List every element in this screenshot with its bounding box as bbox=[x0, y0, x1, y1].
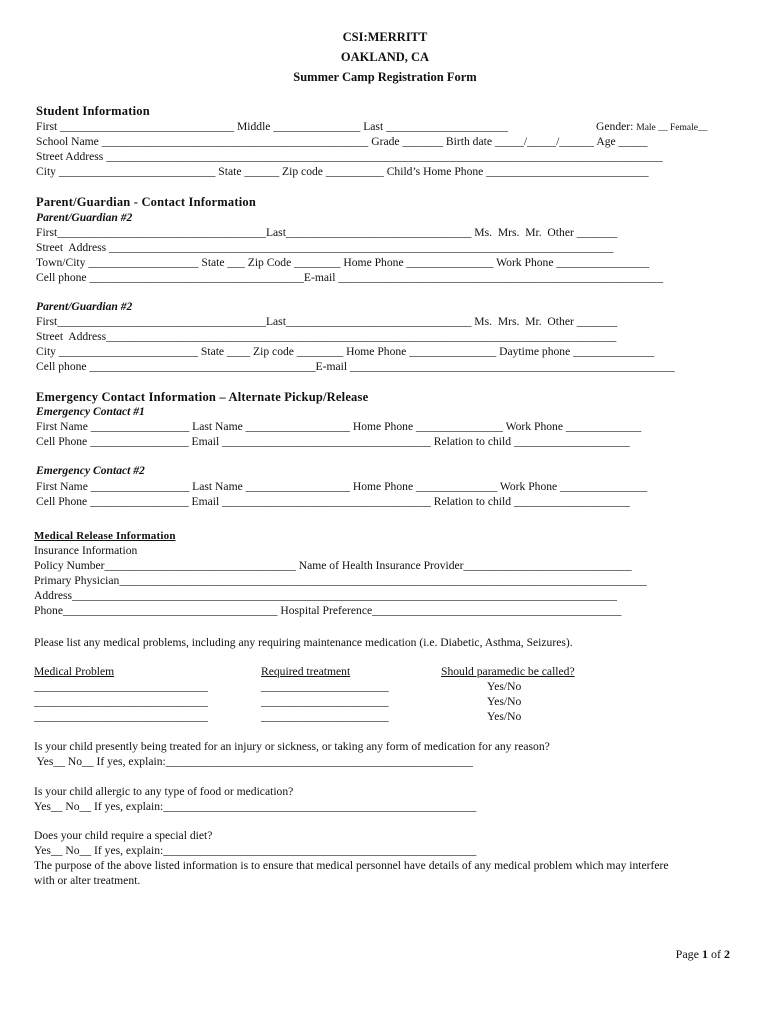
paramedic-yes-no-3[interactable]: Yes/No bbox=[487, 710, 522, 723]
question-allergy: Is your child allergic to any type of food or medication? bbox=[34, 785, 294, 798]
col-required-treatment: Required treatment bbox=[261, 665, 351, 678]
emergency1-subtitle: Emergency Contact #1 bbox=[36, 405, 145, 418]
gender-field[interactable] bbox=[596, 120, 707, 135]
policy-row[interactable]: Policy Number_________________________________ Name of Health Insurance Provider_____________________________ bbox=[34, 559, 632, 572]
answer-treatment[interactable]: Yes__ No__ If yes, explain:_____________________________________________________ bbox=[34, 755, 473, 768]
physician-row[interactable]: Primary Physician___________________________________________________________________________________________ bbox=[34, 574, 647, 587]
medical-list-prompt: Please list any medical problems, including any requiring maintenance medication (i.e. Diabetic, Asthma, Seizures). bbox=[34, 636, 573, 649]
guardian2-city-row[interactable]: City ________________________ State ____ Zip code ________ Home Phone _______________ Daytime phone ______________ bbox=[36, 345, 655, 358]
purpose-statement-line2: with or alter treatment. bbox=[34, 874, 141, 887]
form-title: Summer Camp Registration Form bbox=[293, 70, 477, 84]
guardian2-address-row[interactable]: Street Address________________________________________________________________________________________ bbox=[36, 330, 617, 343]
guardian1-city-row[interactable]: Town/City ___________________ State ___ Zip Code ________ Home Phone _______________ Work Phone ________________ bbox=[36, 256, 650, 269]
guardian1-address-row[interactable]: Street Address _______________________________________________________________________________________ bbox=[36, 241, 614, 254]
medical-problem-blank-3[interactable]: ______________________________ bbox=[34, 710, 208, 723]
treatment-blank-1[interactable]: ______________________ bbox=[261, 680, 389, 693]
guardian2-subtitle: Parent/Guardian #2 bbox=[36, 300, 133, 313]
medical-address-row[interactable]: Address______________________________________________________________________________________________ bbox=[34, 589, 617, 602]
treatment-blank-2[interactable]: ______________________ bbox=[261, 695, 389, 708]
student-school-row[interactable]: School Name ______________________________________________ Grade _______ Birth date _____/_____/______ Age _____ bbox=[36, 135, 648, 148]
question-treatment: Is your child presently being treated for an injury or sickness, or taking any form of medication for any reason? bbox=[34, 740, 550, 753]
page-number: Page 1 of 2 bbox=[675, 947, 730, 961]
gender-label: Gender: bbox=[596, 120, 637, 133]
org-name: CSI:MERRITT bbox=[342, 30, 428, 44]
guardian1-name-row[interactable]: First____________________________________Last________________________________ Ms. Mrs. Mr. Other _______ bbox=[36, 226, 618, 239]
guardian2-name-row[interactable]: First____________________________________Last________________________________ Ms. Mrs. Mr. Other _______ bbox=[36, 315, 618, 328]
answer-allergy[interactable]: Yes__ No__ If yes, explain:______________________________________________________ bbox=[34, 800, 477, 813]
student-section-title: Student Information bbox=[36, 104, 150, 118]
treatment-blank-3[interactable]: ______________________ bbox=[261, 710, 389, 723]
medical-problem-blank-2[interactable]: ______________________________ bbox=[34, 695, 208, 708]
student-name-row[interactable]: First ______________________________ Middle _______________ Last _____________________ bbox=[36, 120, 508, 133]
gender-options[interactable]: Male __ Female__ bbox=[636, 123, 708, 133]
medical-section-title: Medical Release Information bbox=[34, 530, 176, 542]
col-paramedic: Should paramedic be called? bbox=[441, 665, 575, 678]
guardian2-cell-row[interactable]: Cell phone _______________________________________E-mail ________________________________________________________ bbox=[36, 360, 675, 373]
purpose-statement-line1: The purpose of the above listed information is to ensure that medical personnel have details of any medical problem which may interfere bbox=[34, 859, 669, 872]
medical-problem-blank-1[interactable]: ______________________________ bbox=[34, 680, 208, 693]
guardian-section-title: Parent/Guardian - Contact Information bbox=[36, 195, 257, 209]
paramedic-yes-no-1[interactable]: Yes/No bbox=[487, 680, 522, 693]
guardian1-cell-row[interactable]: Cell phone _____________________________________E-mail ________________________________________________________ bbox=[36, 271, 664, 284]
emergency-section-title: Emergency Contact Information – Alternate Pickup/Release bbox=[36, 390, 369, 404]
paramedic-yes-no-2[interactable]: Yes/No bbox=[487, 695, 522, 708]
question-diet: Does your child require a special diet? bbox=[34, 829, 213, 842]
student-address-row[interactable]: Street Address ________________________________________________________________________________________________ bbox=[36, 150, 663, 163]
emergency2-subtitle: Emergency Contact #2 bbox=[36, 464, 145, 477]
emergency1-cell-row[interactable]: Cell Phone _________________ Email ____________________________________ Relation to child ____________________ bbox=[36, 435, 630, 448]
student-city-row[interactable]: City ___________________________ State ______ Zip code __________ Child’s Home Phone ____________________________ bbox=[36, 165, 649, 178]
emergency1-name-row[interactable]: First Name _________________ Last Name __________________ Home Phone _______________ Work Phone _____________ bbox=[36, 420, 642, 433]
guardian1-subtitle: Parent/Guardian #2 bbox=[36, 211, 133, 224]
insurance-label: Insurance Information bbox=[34, 544, 138, 557]
emergency2-cell-row[interactable]: Cell Phone _________________ Email ____________________________________ Relation to child ____________________ bbox=[36, 495, 630, 508]
medical-phone-row[interactable]: Phone_____________________________________ Hospital Preference___________________________________________ bbox=[34, 604, 622, 617]
answer-diet[interactable]: Yes__ No__ If yes, explain:______________________________________________________ bbox=[34, 844, 477, 857]
col-medical-problem: Medical Problem bbox=[34, 665, 115, 678]
emergency2-name-row[interactable]: First Name _________________ Last Name __________________ Home Phone ______________ Work Phone _______________ bbox=[36, 480, 648, 493]
org-city: OAKLAND, CA bbox=[340, 50, 430, 64]
